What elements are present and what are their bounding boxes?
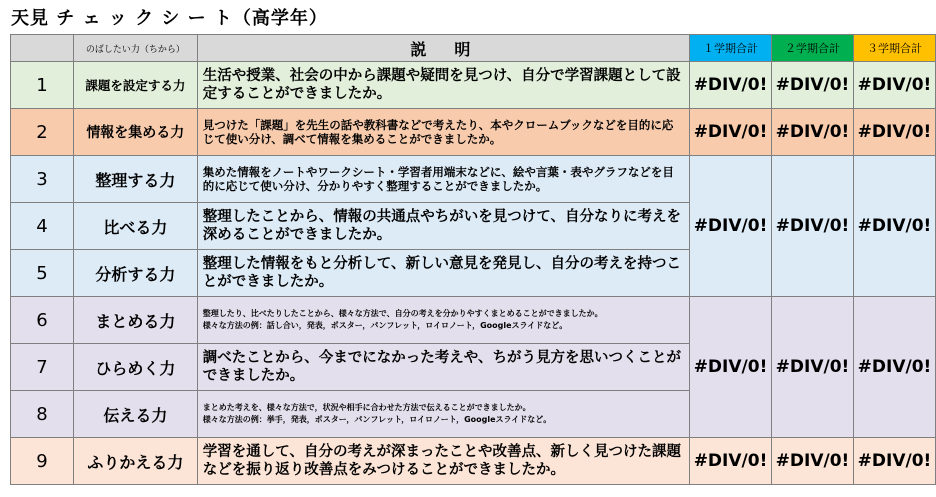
- description-example-line: 様々な方法の例：挙手，発表，ポスター，パンフレット，ロイロノート，Googleスライドなど。: [202, 415, 552, 424]
- row-number-cell[interactable]: 3: [11, 156, 74, 203]
- term2-total-cell[interactable]: #DIV/0!: [772, 62, 854, 109]
- row-number-cell[interactable]: 9: [11, 438, 74, 485]
- row-number-cell[interactable]: 6: [11, 297, 74, 344]
- ability-cell[interactable]: 課題を設定する力: [73, 62, 197, 109]
- header-desc-cell[interactable]: 説 明: [197, 35, 689, 62]
- ability-cell[interactable]: 伝える力: [73, 391, 197, 438]
- term3-total-cell[interactable]: #DIV/0!: [853, 109, 935, 156]
- header-term3-cell[interactable]: ３学期合計: [853, 35, 935, 62]
- header-num-cell[interactable]: [11, 35, 74, 62]
- row-number-cell[interactable]: 4: [11, 203, 74, 250]
- term2-total-cell[interactable]: #DIV/0!: [772, 109, 854, 156]
- ability-cell[interactable]: 分析する力: [73, 250, 197, 297]
- header-term1-cell[interactable]: １学期合計: [690, 35, 772, 62]
- table-row: [11, 109, 936, 156]
- sheet-title: 天見 チ ェ ッ ク シ ー ト（高学年）: [11, 8, 328, 29]
- description-cell[interactable]: [197, 391, 689, 438]
- table-row: [11, 438, 936, 485]
- term3-total-cell[interactable]: #DIV/0!: [853, 297, 935, 438]
- ability-cell[interactable]: 整理する力: [73, 156, 197, 203]
- check-table: [10, 34, 936, 485]
- term2-total-cell[interactable]: #DIV/0!: [772, 438, 854, 485]
- term3-total-cell[interactable]: #DIV/0!: [853, 62, 935, 109]
- term1-total-cell[interactable]: #DIV/0!: [690, 438, 772, 485]
- row-number-cell[interactable]: 1: [11, 62, 74, 109]
- table-row: [11, 156, 936, 203]
- description-cell[interactable]: 集めた情報をノートやワークシート・学習者用端末などに、絵や言葉・表やグラフなどを目的に応じて使い分け、分かりやすく整理することができましたか。: [197, 156, 689, 203]
- row-number-cell[interactable]: 2: [11, 109, 74, 156]
- header-term2-cell[interactable]: ２学期合計: [772, 35, 854, 62]
- row-number-cell[interactable]: 5: [11, 250, 74, 297]
- description-cell[interactable]: 生活や授業、社会の中から課題や疑問を見つけ、自分で学習課題として設定することができましたか。: [197, 62, 689, 109]
- term2-total-cell[interactable]: #DIV/0!: [772, 297, 854, 438]
- description-cell[interactable]: 整理した情報をもと分析して、新しい意見を発見し、自分の考えを持つことができましたか。: [197, 250, 689, 297]
- ability-cell[interactable]: 情報を集める力: [73, 109, 197, 156]
- description-cell[interactable]: 整理したことから、情報の共通点やちがいを見つけて、自分なりに考えを深めることができましたか。: [197, 203, 689, 250]
- term3-total-cell[interactable]: #DIV/0!: [853, 438, 935, 485]
- header-ability-cell[interactable]: のばしたい力（ちから）: [73, 35, 197, 62]
- ability-cell[interactable]: 比べる力: [73, 203, 197, 250]
- description-line: まとめた考えを、様々な方法で，状況や相手に合わせた方法で伝えることができましたか。: [202, 403, 531, 413]
- table-row: [11, 297, 936, 344]
- description-cell[interactable]: 学習を通して、自分の考えが深まったことや改善点、新しく見つけた課題などを振り返り改善点をみつけることができましたか。: [197, 438, 689, 485]
- description-example-line: 様々な方法の例：話し合い，発表，ポスター，パンフレット，ロイロノート，Googleスライドなど。: [202, 321, 568, 330]
- term1-total-cell[interactable]: #DIV/0!: [690, 62, 772, 109]
- term2-total-cell[interactable]: #DIV/0!: [772, 156, 854, 297]
- table-row: [11, 62, 936, 109]
- term1-total-cell[interactable]: #DIV/0!: [690, 297, 772, 438]
- description-line: 整理したり、比べたりしたことから、様々な方法で、自分の考えを分かりやすくまとめることができましたか。: [202, 309, 603, 319]
- ability-cell[interactable]: ふりかえる力: [73, 438, 197, 485]
- description-cell[interactable]: 見つけた「課題」を先生の話や教科書などで考えたり、本やクロームブックなどを目的に応じて使い分け、調べて情報を集めることができましたか。: [197, 109, 689, 156]
- description-cell[interactable]: 調べたことから、今までになかった考えや、ちがう見方を思いつくことができましたか。: [197, 344, 689, 391]
- ability-cell[interactable]: まとめる力: [73, 297, 197, 344]
- row-number-cell[interactable]: 7: [11, 344, 74, 391]
- header-row: [11, 35, 936, 62]
- row-number-cell[interactable]: 8: [11, 391, 74, 438]
- term1-total-cell[interactable]: #DIV/0!: [690, 156, 772, 297]
- term3-total-cell[interactable]: #DIV/0!: [853, 156, 935, 297]
- description-cell[interactable]: [197, 297, 689, 344]
- ability-cell[interactable]: ひらめく力: [73, 344, 197, 391]
- term1-total-cell[interactable]: #DIV/0!: [690, 109, 772, 156]
